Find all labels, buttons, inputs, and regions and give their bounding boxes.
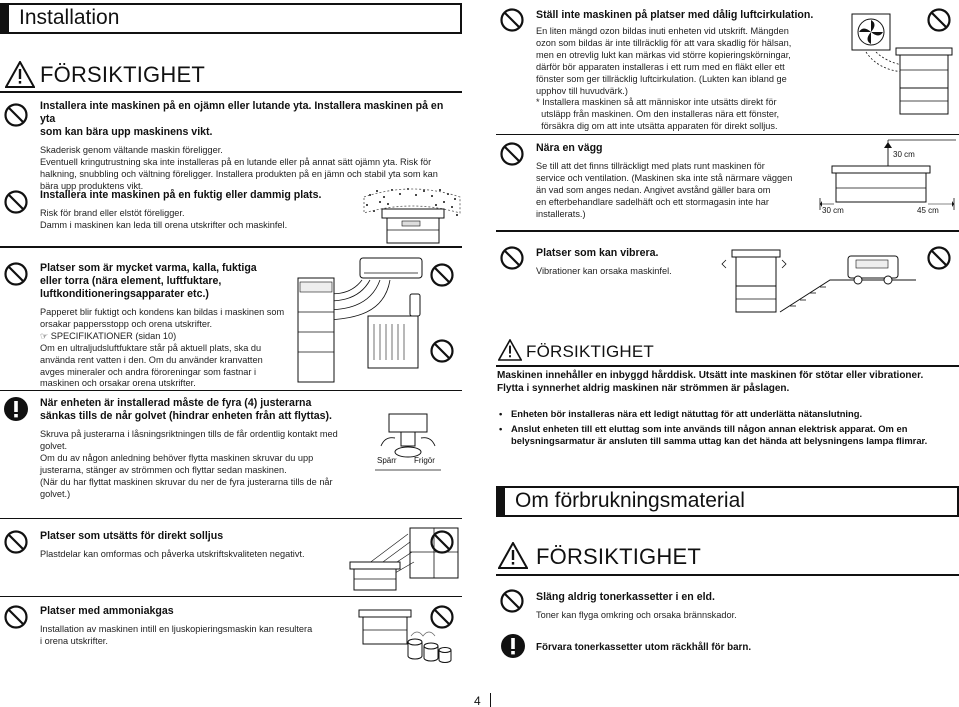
block-body: Skruva på justerarna i låsningsriktningen tills de får ordentlig kontakt med golvet. Om du av någon anledning behöver flytta maskinen skruvar du upp justerarna, stänger av strömmen och flyttar sedan maskinen. (När du har flyttat maskinen skruvar du ner de fyra justerarna tills de når golvet.) <box>40 429 338 499</box>
block-heading: Släng aldrig tonerkassetter i en eld. <box>536 591 715 603</box>
divider-left-1 <box>0 246 462 248</box>
prohibition-icon <box>927 8 951 32</box>
block-toner-fire <box>536 591 936 622</box>
list-item: • Anslut enheten till ett eluttag som inte används till någon annan elektrisk apparat. Om en belysningsarmatur är ansluten till samma uttag kan det hända att belysningens lampa flimrar. <box>497 423 957 447</box>
prohibition-icon <box>4 190 28 214</box>
list-item: • Enheten bör installeras nära ett ledigt nätuttag för att underlätta nätanslutning. <box>497 408 957 420</box>
block-body: Se till att det finns tillräckligt med plats runt maskinen för service och ventilation. (Maskinen ska inte stå närmare väggen än vad som anges nedan. Angivet avstånd gäller bara om en efterbehandlare sadelhäft och ett stormagasin inte har installerats.) <box>536 161 793 219</box>
prohibition-icon <box>4 103 28 127</box>
caution-title-left: FÖRSIKTIGHET <box>40 62 205 87</box>
block-hard-disk-warning <box>497 370 957 451</box>
page-number: 4 <box>474 694 481 707</box>
block-direct-sunlight <box>40 530 370 561</box>
section-title-consumables <box>496 486 959 517</box>
block-body: Installation av maskinen intill en ljuskopieringsmaskin kan resultera i orena utskrifter. <box>40 624 313 646</box>
block-body: Risk för brand eller elstöt föreligger. Damm i maskinen kan leda till orena utskrifter och maskinfel. <box>40 208 288 230</box>
section-title-text: Om förbrukningsmaterial <box>515 489 745 512</box>
caution-rule-left <box>0 91 462 93</box>
prohibition-icon <box>4 530 28 554</box>
block-body: Papperet blir fuktigt och kondens kan bildas i maskinen som orsakar pappersstopp och orena utskrifter. ☞ SPECIFIKATIONER (sidan 10) Om en ultraljudsluftfuktare står på aktuell plats, ska du använda rent vatten i den. Om du använder kranvatten avges mineraler och andra föroreningar som fastnar i maskinen och orsakar orena utskrifter. <box>40 307 285 389</box>
label-release: Frigör <box>414 456 435 465</box>
block-uneven-surface <box>40 100 460 193</box>
prohibition-icon <box>430 263 454 287</box>
prohibition-icon <box>500 142 524 166</box>
prohibition-icon <box>430 605 454 629</box>
prohibition-icon <box>500 589 524 613</box>
block-body: Skaderisk genom vältande maskin föreligger. Eventuell kringutrustning ska inte installeras på en lutande eller på annat sätt ojämn yta. Risk för halkning, snubbling och vältning föreligger. Installera produkten på en jämn och stabil yta som kan bära upp produktens vikt. <box>40 145 438 191</box>
block-heading: Platser med ammoniakgas <box>40 605 174 617</box>
vibration-illustration <box>720 240 920 318</box>
label-lock: Spärr <box>377 456 397 465</box>
page-center-line <box>490 693 491 707</box>
block-heading: Ställ inte maskinen på platser med dålig luftcirkulation. <box>536 9 814 21</box>
dim-left: 30 cm <box>822 206 844 215</box>
mandatory-action-icon <box>500 633 526 659</box>
block-toner-children <box>536 641 936 654</box>
block-poor-ventilation <box>536 9 826 133</box>
section-title-text: Installation <box>19 6 120 29</box>
block-body: Plastdelar kan omformas och påverka utskriftskvaliteten negativt. <box>40 549 305 559</box>
dim-top: 30 cm <box>893 150 915 159</box>
bullet-list <box>497 408 957 448</box>
divider-left-3 <box>0 518 462 519</box>
block-damp-dusty <box>40 189 360 232</box>
block-heading: Maskinen innehåller en inbyggd hårddisk. Utsätt inte maskinen för stötar eller vibrationer. Flytta i synnerhet aldrig maskinen när strömmen är påslagen. <box>497 370 924 394</box>
warning-triangle-icon <box>498 339 522 361</box>
prohibition-icon <box>927 246 951 270</box>
divider-right-1 <box>496 134 959 135</box>
block-heading: Platser som kan vibrera. <box>536 247 659 259</box>
prohibition-icon <box>500 8 524 32</box>
divider-left-4 <box>0 596 462 597</box>
block-vibration <box>536 247 736 278</box>
block-body: En liten mängd ozon bildas inuti enheten vid utskrift. Mängden ozon som bildas är inte tillräcklig för att vara skadlig för hälsan, men en otrevlig lukt kan märkas vid större kopieringskörningar, därför bör apparaten installeras i ett rum med en fläkt eller ett fönster som ger tillräcklig luftcirkulation. (Lukten kan ibland ge upphov till huvudvärk.) * Installera maskinen så att människor inte utsätts direkt för utsläpp från maskinen. Om den installeras nära ett fönster, försäkra dig om att inte utsätta apparaten för direkt solljus. <box>536 26 792 132</box>
prohibition-icon <box>4 605 28 629</box>
block-body: Toner kan flyga omkring och orsaka brännskador. <box>536 610 737 620</box>
prohibition-icon <box>430 339 454 363</box>
block-ammonia <box>40 605 340 648</box>
caution-rule-right-2 <box>496 574 959 576</box>
prohibition-icon <box>430 530 454 554</box>
block-heading: Installera inte maskinen på en ojämn eller lutande yta. Installera maskinen på en yta som kan bära upp maskinens vikt. <box>40 100 444 138</box>
block-heading: När enheten är installerad måste de fyra (4) justerarna sänkas tills de når golvet (hindrar enheten från att flyttas). <box>40 397 332 422</box>
block-adjusters <box>40 397 370 500</box>
warning-triangle-icon <box>498 542 528 569</box>
dusty-machine-illustration <box>362 185 462 247</box>
prohibition-icon <box>500 246 524 270</box>
warning-triangle-icon <box>5 61 35 88</box>
block-heading: Platser som utsätts för direkt solljus <box>40 530 224 542</box>
caution-title-right-2: FÖRSIKTIGHET <box>536 544 701 569</box>
block-body: Vibrationer kan orsaka maskinfel. <box>536 266 672 276</box>
prohibition-icon <box>4 262 28 286</box>
block-heading: Platser som är mycket varma, kalla, fuktiga eller torra (nära element, luftfuktare, luftkonditioneringsapparater etc.) <box>40 262 257 300</box>
caution-title-right-1: FÖRSIKTIGHET <box>526 342 655 361</box>
caution-rule-right-1 <box>496 365 959 367</box>
divider-right-2 <box>496 230 959 232</box>
block-heading: Installera inte maskinen på en fuktig eller dammig plats. <box>40 189 322 201</box>
heater-humidifier-illustration <box>290 256 430 388</box>
block-hot-cold-humid <box>40 262 292 390</box>
mandatory-action-icon <box>3 396 29 422</box>
divider-left-2 <box>0 390 462 391</box>
section-title-installation <box>0 3 462 34</box>
block-heading: Förvara tonerkassetter utom räckhåll för barn. <box>536 642 752 653</box>
block-heading: Nära en vägg <box>536 142 603 154</box>
dim-right: 45 cm <box>917 206 939 215</box>
block-near-wall <box>536 142 816 221</box>
